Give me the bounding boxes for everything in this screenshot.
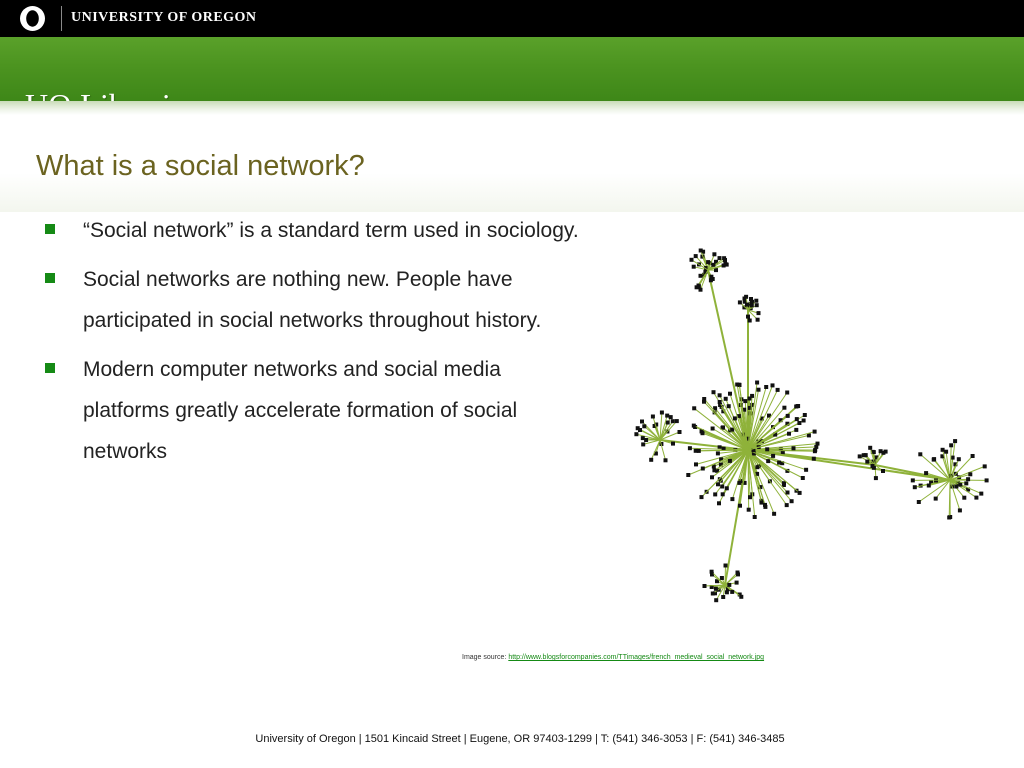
network-node (865, 460, 869, 464)
network-node (918, 452, 922, 456)
network-node (958, 508, 962, 512)
network-node (716, 482, 720, 486)
network-node (700, 495, 704, 499)
network-node (753, 515, 757, 519)
network-node (776, 388, 780, 392)
slide-title: What is a social network? (36, 150, 365, 182)
network-node (874, 476, 878, 480)
social-network-graph-image (620, 230, 1020, 630)
network-node (756, 318, 760, 322)
network-node (712, 468, 716, 472)
network-node (711, 592, 715, 596)
network-node (953, 439, 957, 443)
bullet-item (45, 349, 585, 472)
square-bullet-icon (45, 363, 55, 373)
network-node (787, 432, 791, 436)
network-node (745, 303, 749, 307)
network-node (785, 391, 789, 395)
network-node (803, 413, 807, 417)
network-node (786, 491, 790, 495)
network-node (710, 570, 714, 574)
network-node (962, 496, 966, 500)
network-node (651, 415, 655, 419)
university-name: UNIVERSITY OF OREGON (71, 10, 257, 25)
network-node (785, 503, 789, 507)
network-node (701, 431, 705, 435)
network-node (725, 486, 729, 490)
footer (0, 733, 1024, 745)
network-node (730, 497, 734, 501)
network-node (748, 319, 752, 323)
network-node (790, 499, 794, 503)
network-node (794, 405, 798, 409)
network-node (917, 500, 921, 504)
network-node (671, 442, 675, 446)
network-edge (708, 270, 748, 450)
network-edge (725, 566, 726, 586)
network-node (881, 451, 885, 455)
network-node (974, 496, 978, 500)
network-node (763, 503, 767, 507)
network-node (757, 311, 761, 315)
network-node (957, 457, 961, 461)
network-node (713, 492, 717, 496)
image-source-label: Image source: (462, 654, 507, 661)
network-node (638, 428, 642, 432)
network-node (968, 472, 972, 476)
header-divider (61, 6, 62, 31)
square-bullet-icon (45, 224, 55, 234)
network-node (720, 485, 724, 489)
image-source-note (462, 654, 764, 661)
bullet-text: “Social network” is a standard term used in sociology. (83, 219, 579, 242)
network-node (750, 394, 754, 398)
network-node (649, 458, 653, 462)
network-node (718, 393, 722, 397)
network-node (727, 404, 731, 408)
libraries-banner (0, 37, 1024, 101)
network-node (718, 256, 722, 260)
network-node (714, 268, 718, 272)
network-node (722, 256, 726, 260)
bullet-item (45, 259, 585, 341)
network-node (979, 492, 983, 496)
network-node (724, 397, 728, 401)
network-node (694, 462, 698, 466)
oregon-o-logo-icon (19, 5, 46, 32)
network-node (801, 476, 805, 480)
network-node (692, 424, 696, 428)
network-node (718, 400, 722, 404)
network-node (947, 516, 951, 520)
network-node (744, 295, 748, 299)
network-node (640, 420, 644, 424)
network-node (697, 449, 701, 453)
network-node (794, 428, 798, 432)
network-node (721, 595, 725, 599)
bullet-item (45, 210, 585, 251)
network-node (692, 265, 696, 269)
network-node (737, 481, 741, 485)
network-node (934, 497, 938, 501)
network-node (757, 388, 761, 392)
network-node (760, 501, 764, 505)
network-node (717, 501, 721, 505)
network-node (706, 260, 710, 264)
network-node (795, 417, 799, 421)
network-node (772, 512, 776, 516)
network-node (721, 425, 725, 429)
network-edge (651, 440, 660, 460)
network-node (924, 471, 928, 475)
network-node (699, 288, 703, 292)
network-node (755, 381, 759, 385)
network-node (798, 491, 802, 495)
network-node (664, 458, 668, 462)
network-node (671, 419, 675, 423)
network-node (786, 414, 790, 418)
network-node (858, 454, 862, 458)
network-node (711, 427, 715, 431)
network-node (710, 475, 714, 479)
network-node (932, 458, 936, 462)
network-node (699, 249, 703, 253)
network-node (872, 450, 876, 454)
network-node (720, 576, 724, 580)
network-node (941, 448, 945, 452)
bullet-text: Modern computer networks and social media platforms greatly accelerate formation of social networks (83, 358, 518, 463)
network-node (813, 449, 817, 453)
network-node (754, 299, 758, 303)
square-bullet-icon (45, 273, 55, 283)
network-node (765, 447, 769, 451)
network-node (812, 457, 816, 461)
network-node (944, 450, 948, 454)
university-top-bar (0, 0, 1024, 37)
network-node (739, 595, 743, 599)
network-node (730, 590, 734, 594)
footer-contact-text: University of Oregon | 1501 Kincaid Street | Eugene, OR 97403-1299 | T: (541) 346-3053 | F: (541) 346-3485 (255, 733, 785, 745)
network-node (735, 581, 739, 585)
network-node (727, 583, 731, 587)
network-node (748, 495, 752, 499)
network-node (771, 454, 775, 458)
network-node (722, 264, 726, 268)
network-node (971, 454, 975, 458)
network-node (701, 467, 705, 471)
network-node (712, 390, 716, 394)
network-node (966, 477, 970, 481)
network-node (721, 492, 725, 496)
network-node (665, 414, 669, 418)
network-node (688, 446, 692, 450)
network-node (714, 598, 718, 602)
network-node (702, 400, 706, 404)
network-node (864, 453, 868, 457)
network-edge (875, 465, 950, 480)
network-node (777, 461, 781, 465)
network-node (724, 564, 728, 568)
network-node (782, 481, 786, 485)
network-node (881, 469, 885, 473)
network-node (634, 432, 638, 436)
network-node (958, 483, 962, 487)
network-node (771, 383, 775, 387)
network-node (750, 303, 754, 307)
network-node (690, 258, 694, 262)
network-node (913, 485, 917, 489)
network-node (764, 385, 768, 389)
network-node (985, 478, 989, 482)
network-node (804, 468, 808, 472)
network-node (736, 572, 740, 576)
network-node (983, 464, 987, 468)
network-node (694, 254, 698, 258)
network-node (644, 438, 648, 442)
network-node (954, 485, 958, 489)
network-node (755, 303, 759, 307)
network-node (743, 399, 747, 403)
bullet-list (45, 210, 585, 480)
network-node (949, 443, 953, 447)
network-node (737, 383, 741, 387)
network-node (686, 473, 690, 477)
network-node (766, 459, 770, 463)
network-node (755, 465, 759, 469)
network-node (782, 406, 786, 410)
network-node (728, 459, 732, 463)
network-node (641, 442, 645, 446)
network-node (964, 481, 968, 485)
network-node (927, 484, 931, 488)
network-node (792, 446, 796, 450)
network-node (669, 415, 673, 419)
network-node (660, 411, 664, 415)
network-node (733, 416, 737, 420)
network-node (746, 315, 750, 319)
network-node (728, 392, 732, 396)
network-node (813, 430, 817, 434)
network-node (703, 584, 707, 588)
network-node (738, 300, 742, 304)
network-node (868, 446, 872, 450)
network-node (666, 421, 670, 425)
network-node (709, 275, 713, 279)
network-node (716, 451, 720, 455)
network-node (711, 263, 715, 267)
network-node (692, 406, 696, 410)
network-node (714, 587, 718, 591)
network-node (747, 508, 751, 512)
network-node (911, 478, 915, 482)
network-node (678, 430, 682, 434)
network-node (802, 419, 806, 423)
banner-fade (0, 101, 1024, 115)
network-node (797, 421, 801, 425)
network-node (697, 284, 701, 288)
network-node (738, 504, 742, 508)
image-source-link[interactable]: http://www.blogsforcompanies.com/TTimages/french_medieval_social_network.jpg (508, 654, 765, 661)
network-node (675, 419, 679, 423)
network-node (712, 252, 716, 256)
network-node (699, 274, 703, 278)
network-node (816, 442, 820, 446)
network-node (642, 424, 646, 428)
bullet-text: Social networks are nothing new. People have participated in social networks throughout history. (83, 268, 542, 332)
network-node (871, 464, 875, 468)
